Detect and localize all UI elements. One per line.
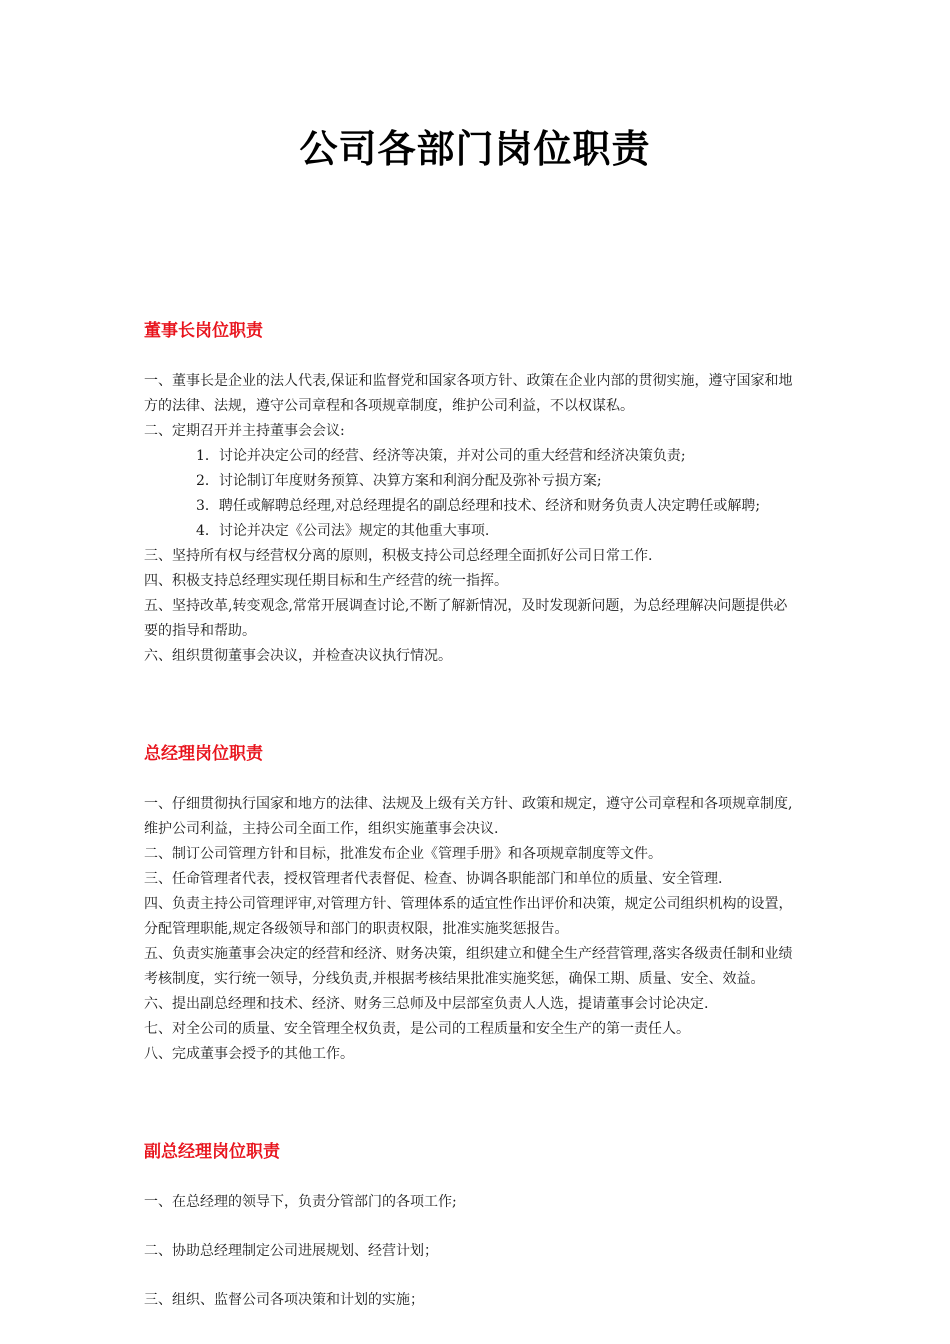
list-item: 2．讨论制订年度财务预算、决算方案和利润分配及弥补亏损方案; [196,473,602,489]
list-item: 1．讨论并决定公司的经营、经济等决策，并对公司的重大经营和经济决策负责; [196,448,686,464]
paragraph-line: 七、对全公司的质量、安全管理全权负责，是公司的工程质量和安全生产的第一责任人。 [144,1021,690,1037]
paragraph-line: 四、积极支持总经理实现任期目标和生产经营的统一指挥。 [144,573,508,589]
paragraph-line: 分配管理职能,规定各级领导和部门的职责权限，批准实施奖惩报告。 [144,921,569,937]
section-heading: 董事长岗位职责 [144,321,263,341]
paragraph-line: 五、负责实施董事会决定的经营和经济、财务决策，组织建立和健全生产经营管理,落实各级责任制和业绩 [144,946,793,962]
paragraph-line: 三、任命管理者代表，授权管理者代表督促、检查、协调各职能部门和单位的质量、安全管理. [144,871,723,887]
section-heading: 总经理岗位职责 [144,744,263,764]
paragraph-line: 三、坚持所有权与经营权分离的原则，积极支持公司总经理全面抓好公司日常工作. [144,548,653,564]
paragraph-line: 二、制订公司管理方针和目标，批准发布企业《管理手册》和各项规章制度等文件。 [144,846,662,862]
document-title: 公司各部门岗位职责 [299,127,651,171]
section-body [144,792,924,1067]
paragraph-line: 六、提出副总经理和技术、经济、财务三总师及中层部室负责人人选，提请董事会讨论决定. [144,996,709,1012]
list-item: 4．讨论并决定《公司法》规定的其他重大事项. [196,523,490,539]
paragraph-line: 四、负责主持公司管理评审,对管理方针、管理体系的适宜性作出评价和决策，规定公司组织机构的设置， [144,896,793,912]
section-general-manager [144,743,924,1067]
paragraph-line: 方的法律、法规，遵守公司章程和各项规章制度，维护公司利益，不以权谋私。 [144,398,634,414]
paragraph-line: 五、坚持改革,转变观念,常常开展调查讨论,不断了解新情况，及时发现新问题，为总经理解决问题提供必 [144,598,788,614]
section-body [144,369,924,669]
section-body [144,1190,924,1313]
paragraph-line: 要的指导和帮助。 [144,623,256,639]
section-chairman [144,320,924,669]
paragraph-line: 考核制度，实行统一领导，分线负责,并根据考核结果批准实施奖惩，确保工期、质量、安全、效益。 [144,971,765,987]
paragraph-line: 六、组织贯彻董事会决议，并检查决议执行情况。 [144,648,452,664]
paragraph-line: 八、完成董事会授予的其他工作。 [144,1046,354,1062]
paragraph-line: 三、组织、监督公司各项决策和计划的实施； [144,1292,424,1308]
paragraph-line: 一、董事长是企业的法人代表,保证和监督党和国家各项方针、政策在企业内部的贯彻实施，遵守国家和地 [144,373,793,389]
paragraph-line: 一、在总经理的领导下，负责分管部门的各项工作; [144,1194,457,1210]
paragraph-line: 维护公司利益，主持公司全面工作，组织实施董事会决议. [144,821,499,837]
list-item: 3．聘任或解聘总经理,对总经理提名的副总经理和技术、经济和财务负责人决定聘任或解聘; [196,498,761,514]
section-deputy-general-manager [144,1141,924,1337]
paragraph-line: 二、定期召开并主持董事会会议: [144,423,345,439]
paragraph-line: 二、协助总经理制定公司进展规划、经营计划； [144,1243,438,1259]
section-heading: 副总经理岗位职责 [144,1142,280,1162]
paragraph-line: 一、仔细贯彻执行国家和地方的法律、法规及上级有关方针、政策和规定，遵守公司章程和各项规章制度, [144,796,793,812]
